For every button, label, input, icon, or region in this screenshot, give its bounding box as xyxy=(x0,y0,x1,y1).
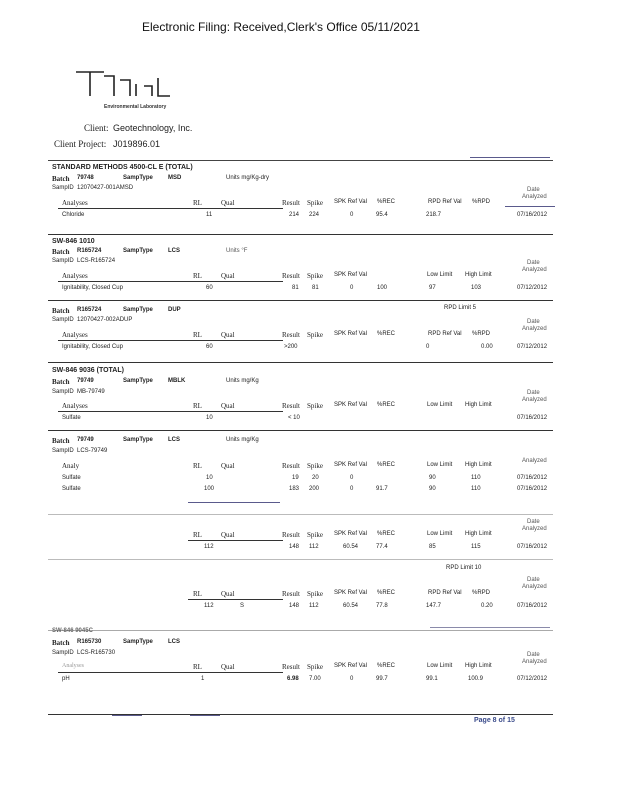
batch-label: Batch xyxy=(52,378,70,386)
col-analyses: Analyses xyxy=(62,402,88,410)
batch-id: R165724 xyxy=(77,248,102,254)
col-analyzed: Analyzed xyxy=(522,458,547,464)
row-rl: 60 xyxy=(206,344,213,350)
col-qual: Qual xyxy=(221,272,235,280)
row-rl: 1 xyxy=(201,676,205,682)
teklab-logo xyxy=(74,66,194,108)
batch-label: Batch xyxy=(52,307,70,315)
col-result: Result xyxy=(282,331,300,339)
samptype-value: LCS xyxy=(168,437,180,443)
row-spike: 200 xyxy=(309,486,320,492)
row-date: 07/12/2012 xyxy=(517,676,548,682)
row-high: 103 xyxy=(471,285,482,291)
col-spkref: SPK Ref Val xyxy=(334,462,367,468)
col-result: Result xyxy=(282,199,300,207)
col-rpd: %RPD xyxy=(472,590,491,596)
row-rl: 10 xyxy=(206,475,213,481)
col-qual: Qual xyxy=(221,402,235,410)
col-rec: %REC xyxy=(377,331,396,337)
col-spike: Spike xyxy=(307,590,323,598)
sampid-value: 12070427-001AMSD xyxy=(77,185,134,191)
batch-label: Batch xyxy=(52,175,70,183)
row-date: 07/12/2012 xyxy=(517,285,548,291)
client-label: Client: xyxy=(84,123,109,133)
row-spkref: 0 xyxy=(350,486,354,492)
col-qual: Qual xyxy=(221,462,235,470)
col-high: High Limit xyxy=(465,462,492,468)
col-rec: %REC xyxy=(377,402,396,408)
col-low: Low Limit xyxy=(427,663,453,669)
row-result: 214 xyxy=(289,212,300,218)
col-spike: Spike xyxy=(307,331,323,339)
row-rl: 60 xyxy=(206,285,213,291)
col-rpd: %RPD xyxy=(472,199,491,205)
row-analyte: Sulfate xyxy=(62,475,81,481)
sampid-label: SampID xyxy=(52,258,74,264)
col-rl: RL xyxy=(193,272,202,280)
samptype-label: SampType xyxy=(123,175,153,181)
row-result: 81 xyxy=(292,285,299,291)
col-spike: Spike xyxy=(307,663,323,671)
sampid-value: MB-79749 xyxy=(77,389,105,395)
row-spkref: 60.54 xyxy=(343,544,359,550)
row-qual: S xyxy=(240,603,245,609)
row-spkref: 0 xyxy=(350,285,354,291)
project-label: Client Project: xyxy=(54,139,107,149)
row-rpdref: 0 xyxy=(426,344,430,350)
col-analyzed: Analyzed xyxy=(522,326,547,332)
row-spike: 112 xyxy=(309,603,319,609)
row-result: 148 xyxy=(289,603,300,609)
method-title: STANDARD METHODS 4500-CL E (TOTAL) xyxy=(52,164,193,171)
col-rpd: %RPD xyxy=(472,331,491,337)
row-date: 07/16/2012 xyxy=(517,603,548,609)
col-rpdref: RPD Ref Val xyxy=(428,331,462,337)
col-qual: Qual xyxy=(221,199,235,207)
col-rec: %REC xyxy=(377,462,396,468)
col-date: Date xyxy=(527,319,540,325)
row-analyte: Ignitability, Closed Cup xyxy=(62,344,123,350)
row-spike: 7.00 xyxy=(309,676,321,682)
col-analyses: Analyses xyxy=(62,199,88,207)
col-rl: RL xyxy=(193,531,202,539)
col-analyzed: Analyzed xyxy=(522,526,547,532)
row-spkref: 0 xyxy=(350,212,354,218)
method-title: SW-846 9045C xyxy=(52,628,93,634)
col-analyzed: Analyzed xyxy=(522,267,547,273)
row-rl: 100 xyxy=(204,486,215,492)
col-analyses: Analyses xyxy=(62,272,88,280)
sampid-value: LCS-79749 xyxy=(77,448,108,454)
row-high: 110 xyxy=(471,475,481,481)
col-high: High Limit xyxy=(465,402,492,408)
col-qual: Qual xyxy=(221,590,235,598)
row-rpd: 0.00 xyxy=(481,344,493,350)
project-value: J019896.01 xyxy=(113,139,161,149)
col-result: Result xyxy=(282,462,300,470)
sampid-label: SampID xyxy=(52,389,74,395)
row-result: 183 xyxy=(289,486,300,492)
row-rl: 11 xyxy=(206,212,213,218)
row-date: 07/16/2012 xyxy=(517,475,548,481)
row-rec: 77.4 xyxy=(376,544,388,550)
samptype-label: SampType xyxy=(123,307,153,313)
col-spike: Spike xyxy=(307,402,323,410)
col-rec: %REC xyxy=(377,199,396,205)
row-result: 6.98 xyxy=(287,676,299,682)
col-rec: %REC xyxy=(377,663,396,669)
col-result: Result xyxy=(282,663,300,671)
units: Units mg/Kg-dry xyxy=(226,175,270,181)
row-rl: 112 xyxy=(204,544,214,550)
col-analyzed: Analyzed xyxy=(522,397,547,403)
col-rl: RL xyxy=(193,462,202,470)
col-qual: Qual xyxy=(221,531,235,539)
row-low: 90 xyxy=(429,486,436,492)
samptype-label: SampType xyxy=(123,639,153,645)
col-spkref: SPK Ref Val xyxy=(334,272,367,278)
batch-id: 79749 xyxy=(77,437,94,443)
row-rpd: 0.20 xyxy=(481,603,493,609)
col-analyses: Analy xyxy=(62,462,80,470)
col-spkref: SPK Ref Val xyxy=(334,199,367,205)
row-rec: 100 xyxy=(377,285,388,291)
sampid-label: SampID xyxy=(52,650,74,656)
col-low: Low Limit xyxy=(427,531,453,537)
col-rl: RL xyxy=(193,402,202,410)
col-high: High Limit xyxy=(465,531,492,537)
col-rl: RL xyxy=(193,663,202,671)
row-spike: 20 xyxy=(312,475,319,481)
row-date: 07/16/2012 xyxy=(517,544,548,550)
row-rec: 77.8 xyxy=(376,603,388,609)
row-result: 148 xyxy=(289,544,300,550)
row-analyte: Chloride xyxy=(62,212,85,218)
rpd-limit: RPD Limit 5 xyxy=(444,305,477,311)
filing-header: Electronic Filing: Received,Clerk's Office 05/11/2021 xyxy=(142,20,420,34)
sampid-value: LCS-R165730 xyxy=(77,650,116,656)
row-analyte: Sulfate xyxy=(62,415,81,421)
col-rl: RL xyxy=(193,331,202,339)
samptype-value: MBLK xyxy=(168,378,186,384)
row-low: 97 xyxy=(429,285,436,291)
row-rec: 99.7 xyxy=(376,676,388,682)
samptype-label: SampType xyxy=(123,437,153,443)
page-number: Page 8 of 15 xyxy=(474,717,515,724)
col-result: Result xyxy=(282,272,300,280)
col-rpdref: RPD Ref Val xyxy=(428,199,462,205)
col-qual: Qual xyxy=(221,331,235,339)
row-analyte: Sulfate xyxy=(62,486,81,492)
logo-subtitle: Environmental Laboratory xyxy=(104,104,167,110)
col-result: Result xyxy=(282,590,300,598)
col-rec: %REC xyxy=(377,590,396,596)
units: Units mg/Kg xyxy=(226,437,259,443)
row-high: 110 xyxy=(471,486,481,492)
col-qual: Qual xyxy=(221,663,235,671)
units: Units °F xyxy=(226,248,248,254)
col-analyses: Analyses xyxy=(62,663,84,669)
batch-id: R165730 xyxy=(77,639,102,645)
sampid-value: 12070427-002ADUP xyxy=(77,317,133,323)
samptype-value: DUP xyxy=(168,307,181,313)
samptype-value: LCS xyxy=(168,639,180,645)
row-result: < 10 xyxy=(288,415,300,421)
col-spkref: SPK Ref Val xyxy=(334,663,367,669)
col-analyzed: Analyzed xyxy=(522,659,547,665)
col-date: Date xyxy=(527,519,540,525)
row-rpdref: 218.7 xyxy=(426,212,442,218)
batch-id: R165724 xyxy=(77,307,102,313)
batch-label: Batch xyxy=(52,639,70,647)
sampid-label: SampID xyxy=(52,317,74,323)
batch-label: Batch xyxy=(52,437,70,445)
row-low: 99.1 xyxy=(426,676,438,682)
col-analyzed: Analyzed xyxy=(522,194,547,200)
samptype-value: MSD xyxy=(168,175,182,181)
row-spkref: 0 xyxy=(350,475,354,481)
samptype-label: SampType xyxy=(123,248,153,254)
row-spkref: 0 xyxy=(350,676,354,682)
row-rl: 10 xyxy=(206,415,213,421)
row-high: 100.9 xyxy=(468,676,484,682)
row-date: 07/16/2012 xyxy=(517,486,548,492)
col-spike: Spike xyxy=(307,199,323,207)
col-high: High Limit xyxy=(465,663,492,669)
row-date: 07/12/2012 xyxy=(517,344,548,350)
client-value: Geotechnology, Inc. xyxy=(113,123,193,133)
batch-label: Batch xyxy=(52,248,70,256)
sampid-label: SampID xyxy=(52,185,74,191)
col-date: Date xyxy=(527,260,540,266)
row-spike: 112 xyxy=(309,544,319,550)
col-result: Result xyxy=(282,531,300,539)
row-high: 115 xyxy=(471,544,481,550)
col-spike: Spike xyxy=(307,272,323,280)
batch-id: 79749 xyxy=(77,378,94,384)
row-low: 85 xyxy=(429,544,436,550)
col-date: Date xyxy=(527,390,540,396)
col-spkref: SPK Ref Val xyxy=(334,331,367,337)
col-analyses: Analyses xyxy=(62,331,88,339)
col-spike: Spike xyxy=(307,462,323,470)
col-rl: RL xyxy=(193,199,202,207)
row-spike: 224 xyxy=(309,212,320,218)
row-spike: 81 xyxy=(312,285,319,291)
row-rpdref: 147.7 xyxy=(426,603,442,609)
row-rec: 91.7 xyxy=(376,486,388,492)
samptype-value: LCS xyxy=(168,248,180,254)
col-rl: RL xyxy=(193,590,202,598)
col-rec: %REC xyxy=(377,531,396,537)
col-high: High Limit xyxy=(465,272,492,278)
row-rec: 95.4 xyxy=(376,212,388,218)
row-date: 07/16/2012 xyxy=(517,212,548,218)
col-low: Low Limit xyxy=(427,462,453,468)
col-spkref: SPK Ref Val xyxy=(334,590,367,596)
col-date: Date xyxy=(527,187,540,193)
sampid-value: LCS-R165724 xyxy=(77,258,116,264)
units: Units mg/Kg xyxy=(226,378,259,384)
row-analyte: Ignitability, Closed Cup xyxy=(62,285,123,291)
row-result: >200 xyxy=(284,344,298,350)
row-result: 19 xyxy=(292,475,299,481)
col-date: Date xyxy=(527,652,540,658)
row-low: 90 xyxy=(429,475,436,481)
col-spkref: SPK Ref Val xyxy=(334,402,367,408)
batch-id: 79748 xyxy=(77,175,94,181)
method-title: SW-846 9036 (TOTAL) xyxy=(52,367,124,374)
sampid-label: SampID xyxy=(52,448,74,454)
col-result: Result xyxy=(282,402,300,410)
col-low: Low Limit xyxy=(427,272,453,278)
samptype-label: SampType xyxy=(123,378,153,384)
row-rl: 112 xyxy=(204,603,214,609)
col-date: Date xyxy=(527,577,540,583)
method-title: SW-846 1010 xyxy=(52,238,95,245)
col-spkref: SPK Ref Val xyxy=(334,531,367,537)
row-date: 07/16/2012 xyxy=(517,415,548,421)
row-spkref: 60.54 xyxy=(343,603,359,609)
row-analyte: pH xyxy=(62,676,70,682)
col-spike: Spike xyxy=(307,531,323,539)
col-analyzed: Analyzed xyxy=(522,584,547,590)
col-low: Low Limit xyxy=(427,402,453,408)
rpd-limit: RPD Limit 10 xyxy=(446,565,482,571)
col-rpdref: RPD Ref Val xyxy=(428,590,462,596)
